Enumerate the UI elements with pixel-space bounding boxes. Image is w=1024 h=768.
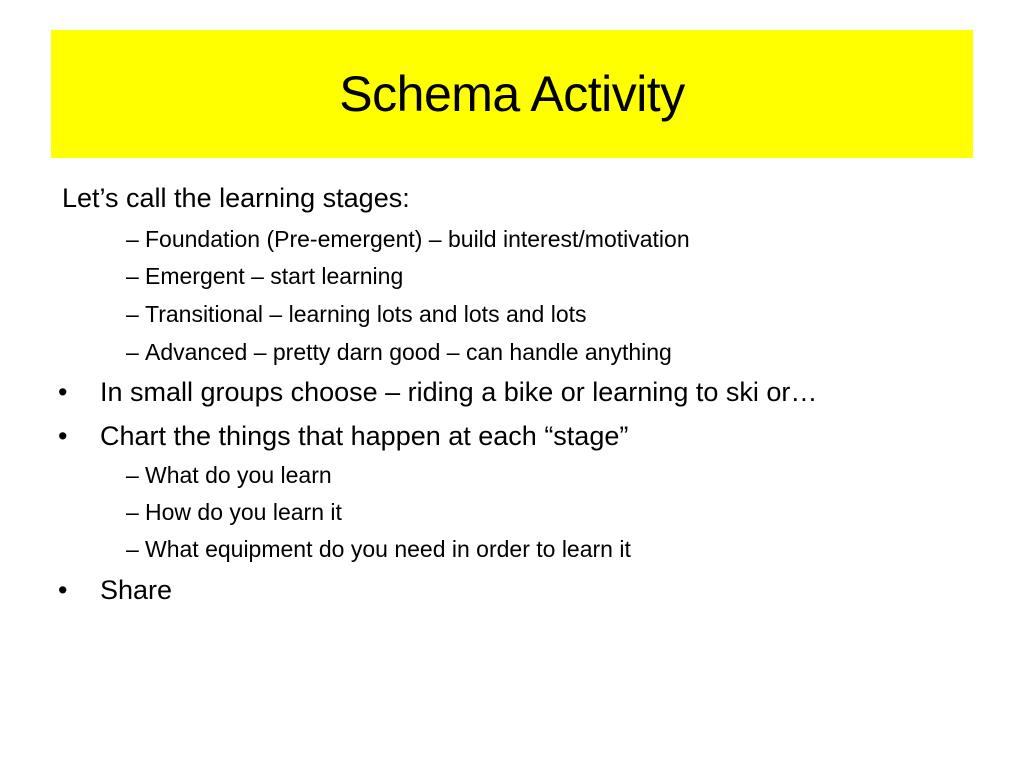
- list-item-text: Foundation (Pre-emergent) – build interest/motivation: [145, 226, 690, 252]
- dash-bullet-icon: –: [126, 226, 139, 252]
- list-item-text: Transitional – learning lots and lots and lots: [145, 301, 587, 327]
- list-item-text: What equipment do you need in order to learn it: [145, 536, 631, 562]
- list-item-text: How do you learn it: [145, 499, 342, 525]
- bullet-icon: •: [58, 377, 68, 407]
- list-item-text: Emergent – start learning: [145, 263, 404, 289]
- list-item-text: Let’s call the learning stages:: [62, 183, 410, 213]
- bullet-icon: •: [58, 575, 68, 605]
- dash-bullet-icon: –: [126, 499, 139, 525]
- bullet-icon: •: [58, 421, 68, 451]
- list-item-text: Share: [100, 575, 173, 605]
- list-item-text: Chart the things that happen at each “stage”: [100, 421, 629, 451]
- dash-bullet-icon: –: [126, 339, 139, 365]
- dash-bullet-icon: –: [126, 301, 139, 327]
- slide-title: Schema Activity: [339, 66, 685, 122]
- list-item-text: What do you learn: [145, 462, 332, 488]
- dash-bullet-icon: –: [126, 462, 139, 488]
- slide-content: [58, 180, 982, 620]
- dash-bullet-icon: –: [126, 263, 139, 289]
- list-item-text: Advanced – pretty darn good – can handle anything: [145, 339, 672, 365]
- title-box: [51, 30, 973, 158]
- list-item-text: In small groups choose – riding a bike or learning to ski or…: [100, 377, 818, 407]
- dash-bullet-icon: –: [126, 536, 139, 562]
